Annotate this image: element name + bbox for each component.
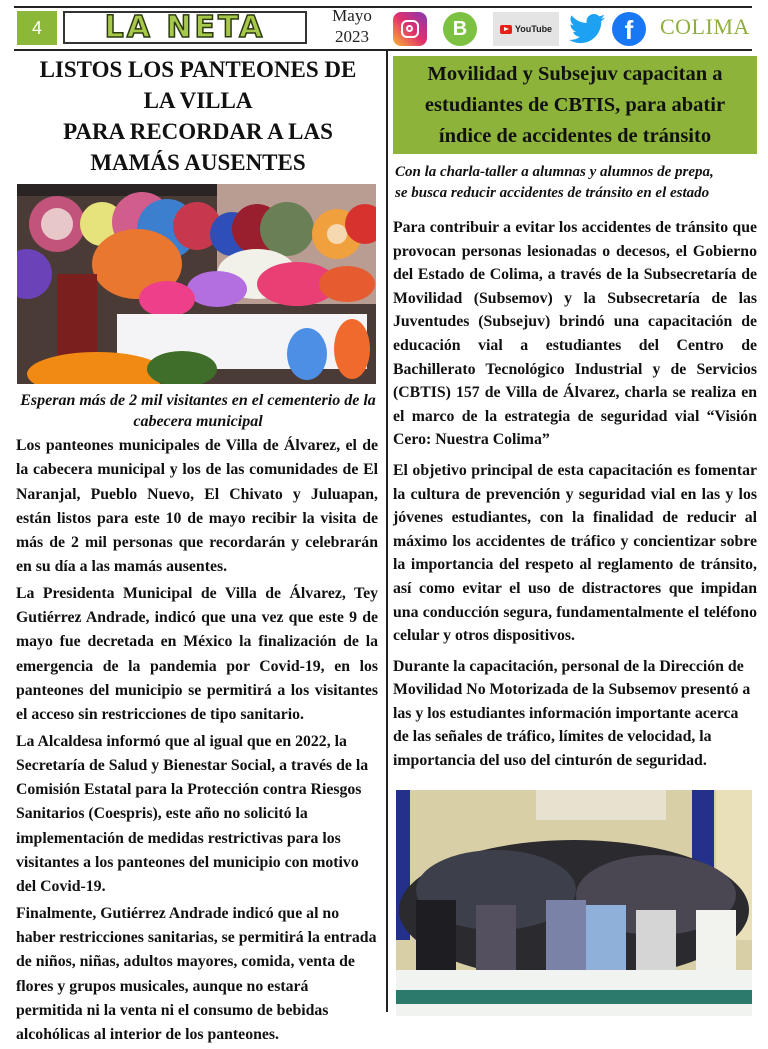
paragraph: Los panteones municipales de Villa de Álvarez, el de la cabecera municipal y los de las comunidades de El Naranjal, Pueblo Nuevo, El Chivato y Juluapan, están listos para este 10 de mayo recibir la visita de más de 2 mil personas que recordarán y celebrarán en su día a las mamás ausentes. [16, 437, 378, 576]
students-group-illustration [396, 790, 752, 1016]
twitter-icon[interactable] [566, 12, 608, 46]
paragraph: La Presidenta Municipal de Villa de Álvarez, Tey Gutiérrez Andrade, indicó que una vez que este 9 de mayo fue decretada en México la finalización de la emergencia de la pandemia por Covid-19, en los panteones del municipio se permitirá a los visitantes el acceso sin restricciones de tipo sanitario. [16, 584, 378, 724]
paragraph: Para contribuir a evitar los accidentes de tránsito que provocan personas lesionadas o decesos, el Gobierno del Estado de Colima, a través de la Subsecretaría de Movilidad (Subsemov) y la Subsecretaría de las Juventudes (Subsejuv) brindó una capacitación de educación vial a estudiantes del Centro de Bachillerato Tecnológico Industrial y de Servicios (CBTIS) 157 de Villa de Álvarez, charla se realiza en el marco de la estrategia de seguridad vial “Visión Cero: Nuestra Colima” [393, 219, 757, 449]
flower-stall-illustration [17, 184, 376, 384]
title-line: LA VILLA [143, 88, 253, 113]
right-article-body [393, 216, 757, 773]
right-article-title [425, 59, 725, 152]
title-line: MAMÁS AUSENTES [90, 150, 306, 175]
whatsapp-letter: B [452, 17, 468, 40]
masthead-logo [63, 11, 307, 44]
cemetery-flowers-photo [17, 184, 376, 384]
left-article [14, 54, 382, 1044]
facebook-letter: f [624, 15, 634, 45]
whatsapp-business-icon[interactable] [443, 12, 477, 46]
camera-glyph [401, 20, 419, 38]
header-rule-bottom [14, 49, 752, 51]
title-line: LISTOS LOS PANTEONES DE [39, 57, 357, 82]
title-line: estudiantes de CBTIS, para abatir [424, 93, 726, 116]
title-line: Movilidad y Subsejuv capacitan a [427, 62, 723, 85]
subtitle-line: se busca reducir accidentes de tránsito en el estado [395, 185, 710, 201]
youtube-icon[interactable] [493, 12, 559, 46]
students-group-photo [396, 790, 752, 1016]
title-line: índice de accidentes de tránsito [438, 124, 712, 147]
region-label: COLIMA [660, 14, 750, 39]
issue-month: Mayo [332, 6, 372, 25]
column-divider [386, 50, 388, 1012]
right-article [393, 56, 757, 780]
youtube-play-glyph [500, 25, 512, 34]
paragraph: Finalmente, Gutiérrez Andrade indicó que al no haber restricciones sanitarias, se permitirá la entrada de niños, niñas, adultos mayores, comida, venta de flores y grupos musicales, aunque no estará permitida ni la venta ni el consumo de bebidas alcohólicas al interior de los panteones. [16, 904, 377, 1044]
title-line: PARA RECORDAR A LAS [63, 119, 333, 144]
paragraph: Durante la capacitación, personal de la Dirección de Movilidad No Motorizada de la Subsemov presentó a las y los estudiantes información importante acerca de las señales de tráfico, límites de velocidad, la importancia del uso del cinturón de seguridad. [393, 657, 751, 770]
left-article-body [16, 434, 378, 1049]
paragraph: El objetivo principal de esta capacitación es fomentar la cultura de prevención y seguridad vial en las y los jóvenes estudiantes, con la finalidad de reducir al máximo los accidentes de tráfico y concientizar sobre la importancia del respeto al reglamento de tránsito, así como evitar el uso de distractores que impidan una conducción segura, fundamentalmente el teléfono celular y otros dispositivos. [393, 461, 757, 645]
instagram-icon[interactable] [393, 12, 427, 46]
paragraph: La Alcaldesa informó que al igual que en 2022, la Secretaría de Salud y Bienestar Social, a través de la Comisión Estatal para la Protección contra Riesgos Sanitarios (Coespris), este año no solicitó la implementación de medidas restrictivas para los visitantes a los panteones del municipio con motivo del Covid-19. [16, 732, 369, 896]
header-rule-top [14, 6, 752, 8]
left-article-title [14, 54, 382, 178]
youtube-label: YouTube [514, 24, 553, 34]
issue-year: 2023 [335, 27, 369, 46]
page-number: 4 [17, 11, 57, 45]
masthead-title: LA NETA [104, 10, 266, 45]
right-article-subtitle [395, 162, 757, 204]
subtitle-line: Con la charla-taller a alumnas y alumnos de prepa, [395, 164, 714, 180]
twitter-bird-glyph [568, 14, 606, 44]
facebook-icon[interactable] [612, 12, 646, 46]
left-photo-caption: Esperan más de 2 mil visitantes en el cementerio de la cabecera municipal [20, 392, 376, 430]
issue-date [322, 5, 382, 47]
right-article-title-box [393, 56, 757, 154]
